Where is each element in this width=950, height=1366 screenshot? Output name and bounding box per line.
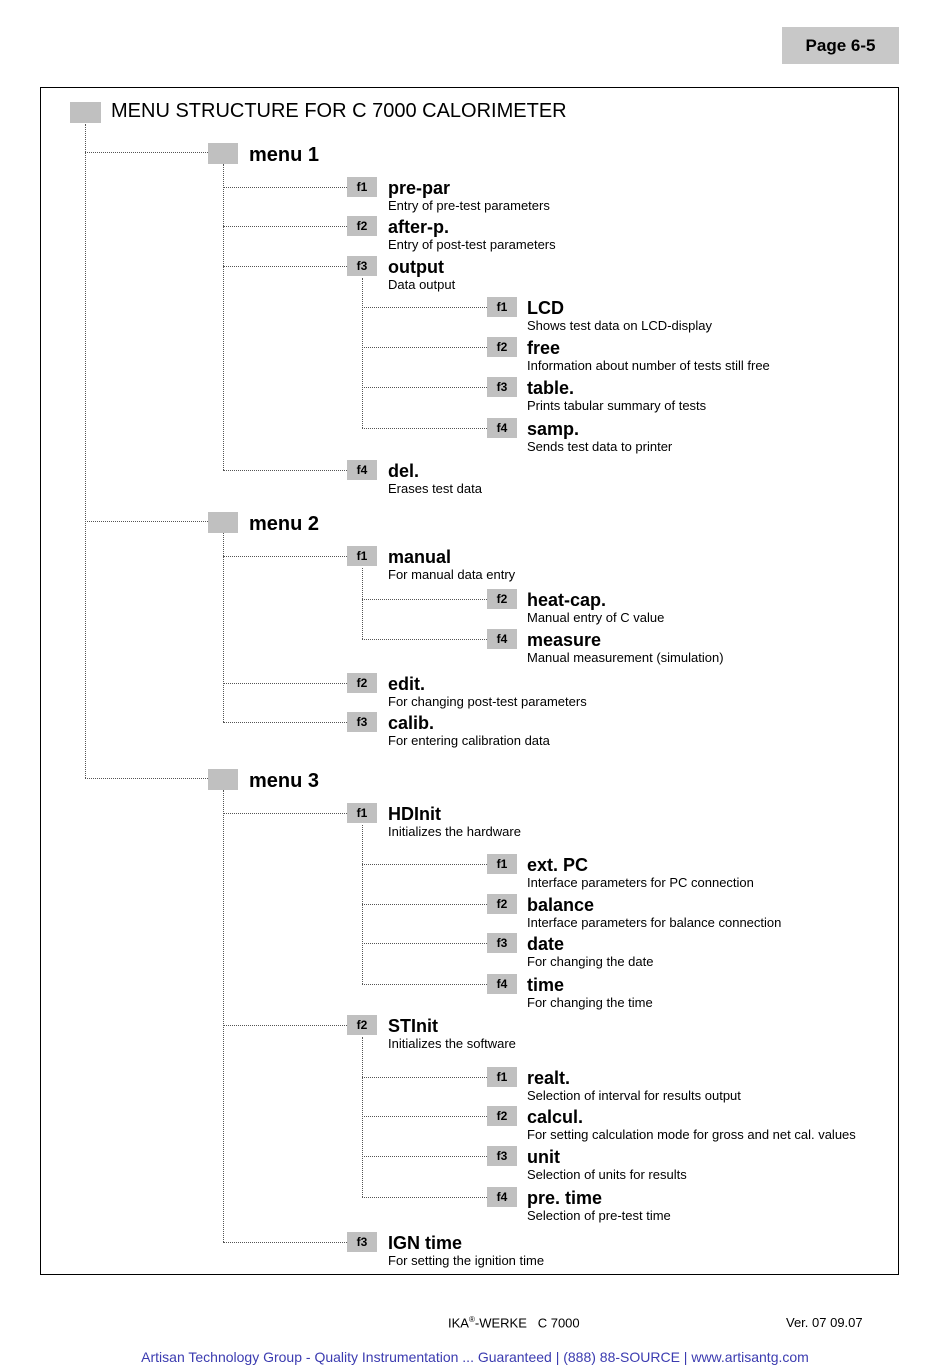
function-key[interactable]: f1 bbox=[487, 854, 517, 874]
submenu-item[interactable] bbox=[527, 1069, 741, 1102]
tree-connector-line bbox=[223, 470, 347, 471]
item-description: For setting the ignition time bbox=[388, 1253, 545, 1268]
menu-item[interactable] bbox=[388, 218, 556, 251]
function-key[interactable]: f2 bbox=[487, 337, 517, 357]
function-key[interactable]: f2 bbox=[487, 1106, 517, 1126]
submenu-item[interactable] bbox=[527, 1148, 687, 1181]
tree-connector-line bbox=[362, 278, 363, 428]
menu-item[interactable] bbox=[388, 675, 587, 708]
tree-connector-line bbox=[223, 683, 347, 684]
item-name: calib. bbox=[388, 713, 435, 733]
tree-connector-line bbox=[223, 164, 224, 470]
function-key[interactable]: f3 bbox=[347, 1232, 377, 1252]
tree-connector-line bbox=[223, 1242, 347, 1243]
page-number-tab: Page 6-5 bbox=[782, 27, 899, 64]
menu-item[interactable] bbox=[388, 462, 482, 495]
item-description: Sends test data to printer bbox=[527, 439, 673, 454]
item-name: realt. bbox=[527, 1068, 571, 1088]
tree-connector-line bbox=[362, 568, 363, 639]
function-key[interactable]: f3 bbox=[347, 256, 377, 276]
tree-connector-line bbox=[362, 1116, 487, 1117]
item-name: table. bbox=[527, 378, 575, 398]
item-name: heat-cap. bbox=[527, 590, 607, 610]
item-name: measure bbox=[527, 630, 602, 650]
item-name: samp. bbox=[527, 419, 580, 439]
menu-item[interactable] bbox=[388, 714, 550, 747]
function-key[interactable]: f2 bbox=[347, 673, 377, 693]
footer-link[interactable]: Artisan Technology Group - Quality Instrumentation ... Guaranteed | (888) 88-SOURCE | www.artisantg.com bbox=[141, 1349, 809, 1365]
tree-connector-line bbox=[85, 521, 208, 522]
tree-connector-line bbox=[362, 984, 487, 985]
item-description: For changing the time bbox=[527, 995, 653, 1010]
item-description: Entry of pre-test parameters bbox=[388, 198, 550, 213]
footer-version: Ver. 07 09.07 bbox=[786, 1315, 863, 1330]
item-description: Selection of pre-test time bbox=[527, 1208, 671, 1223]
tree-connector-line bbox=[362, 1197, 487, 1198]
item-name: pre. time bbox=[527, 1188, 603, 1208]
footer-brand: IKA®-WERKE C 7000 bbox=[448, 1315, 580, 1331]
tree-connector-line bbox=[223, 556, 347, 557]
item-description: For changing post-test parameters bbox=[388, 694, 587, 709]
menu-item[interactable] bbox=[388, 258, 455, 291]
tree-connector-line bbox=[362, 1077, 487, 1078]
item-description: Shows test data on LCD-display bbox=[527, 318, 712, 333]
item-description: For manual data entry bbox=[388, 567, 516, 582]
item-description: Information about number of tests still free bbox=[527, 358, 770, 373]
tree-connector-line bbox=[223, 533, 224, 722]
function-key[interactable]: f1 bbox=[347, 177, 377, 197]
tree-connector-line bbox=[223, 813, 347, 814]
function-key[interactable]: f3 bbox=[487, 1146, 517, 1166]
item-description: Manual entry of C value bbox=[527, 610, 665, 625]
item-description: For setting calculation mode for gross and net cal. values bbox=[527, 1127, 856, 1142]
menu-marker bbox=[208, 512, 238, 533]
item-name: edit. bbox=[388, 674, 426, 694]
item-description: Prints tabular summary of tests bbox=[527, 398, 707, 413]
menu-item[interactable] bbox=[388, 179, 550, 212]
item-description: Erases test data bbox=[388, 481, 482, 496]
tree-connector-line bbox=[362, 943, 487, 944]
function-key[interactable]: f2 bbox=[487, 894, 517, 914]
tree-connector-line bbox=[362, 864, 487, 865]
function-key[interactable]: f3 bbox=[347, 712, 377, 732]
item-description: Initializes the hardware bbox=[388, 824, 521, 839]
item-description: Interface parameters for balance connection bbox=[527, 915, 782, 930]
tree-connector-line bbox=[362, 428, 487, 429]
item-name: unit bbox=[527, 1147, 560, 1167]
item-description: Initializes the software bbox=[388, 1036, 516, 1051]
tree-connector-line bbox=[362, 599, 487, 600]
item-name: del. bbox=[388, 461, 420, 481]
submenu-item[interactable] bbox=[527, 1189, 671, 1222]
tree-connector-line bbox=[362, 387, 487, 388]
menu-label-2[interactable]: menu 2 bbox=[249, 513, 320, 535]
tree-connector-line bbox=[223, 187, 347, 188]
submenu-item[interactable] bbox=[527, 591, 664, 624]
function-key[interactable]: f2 bbox=[347, 1015, 377, 1035]
item-name: calcul. bbox=[527, 1107, 584, 1127]
tree-connector-line bbox=[223, 266, 347, 267]
item-name: ext. PC bbox=[527, 855, 589, 875]
submenu-item[interactable] bbox=[527, 935, 653, 968]
item-name: STInit bbox=[388, 1016, 438, 1036]
tree-connector-line bbox=[223, 790, 224, 1242]
item-description: Data output bbox=[388, 277, 456, 292]
tree-connector-line bbox=[362, 307, 487, 308]
item-description: For entering calibration data bbox=[388, 733, 550, 748]
item-name: balance bbox=[527, 895, 595, 915]
tree-connector-line bbox=[85, 778, 208, 779]
function-key[interactable]: f4 bbox=[347, 460, 377, 480]
item-description: Manual measurement (simulation) bbox=[527, 650, 724, 665]
submenu-item[interactable] bbox=[527, 379, 706, 412]
tree-connector-line bbox=[362, 1037, 363, 1197]
function-key[interactable]: f4 bbox=[487, 974, 517, 994]
function-key[interactable]: f1 bbox=[347, 803, 377, 823]
item-name: date bbox=[527, 934, 565, 954]
function-key[interactable]: f2 bbox=[487, 589, 517, 609]
tree-connector-line bbox=[362, 1156, 487, 1157]
function-key[interactable]: f2 bbox=[347, 216, 377, 236]
tree-connector-line bbox=[362, 347, 487, 348]
item-name: manual bbox=[388, 547, 452, 567]
menu-label-1[interactable]: menu 1 bbox=[249, 144, 320, 166]
tree-connector-line bbox=[85, 124, 86, 778]
submenu-item[interactable] bbox=[527, 856, 754, 889]
submenu-item[interactable] bbox=[527, 299, 712, 332]
submenu-item[interactable] bbox=[527, 420, 672, 453]
tree-connector-line bbox=[362, 639, 487, 640]
menu-marker bbox=[208, 769, 238, 790]
diagram-title: MENU STRUCTURE FOR C 7000 CALORIMETER bbox=[111, 100, 567, 122]
submenu-item[interactable] bbox=[527, 896, 781, 929]
item-description: Selection of interval for results output bbox=[527, 1088, 741, 1103]
item-name: time bbox=[527, 975, 565, 995]
tree-connector-line bbox=[223, 1025, 347, 1026]
submenu-item[interactable] bbox=[527, 1108, 856, 1141]
tree-connector-line bbox=[85, 152, 208, 153]
item-description: For changing the date bbox=[527, 954, 654, 969]
item-name: output bbox=[388, 257, 444, 277]
function-key[interactable]: f1 bbox=[487, 297, 517, 317]
function-key[interactable]: f3 bbox=[487, 933, 517, 953]
item-name: HDInit bbox=[388, 804, 441, 824]
tree-connector-line bbox=[223, 226, 347, 227]
menu-marker bbox=[208, 143, 238, 164]
function-key[interactable]: f4 bbox=[487, 1187, 517, 1207]
tree-connector-line bbox=[223, 722, 347, 723]
item-name: LCD bbox=[527, 298, 564, 318]
item-description: Interface parameters for PC connection bbox=[527, 875, 754, 890]
item-name: IGN time bbox=[388, 1233, 463, 1253]
menu-item[interactable] bbox=[388, 548, 515, 581]
item-name: after-p. bbox=[388, 217, 450, 237]
item-description: Selection of units for results bbox=[527, 1167, 687, 1182]
menu-item[interactable] bbox=[388, 805, 521, 838]
submenu-item[interactable] bbox=[527, 976, 653, 1009]
submenu-item[interactable] bbox=[527, 631, 724, 664]
menu-label-3[interactable]: menu 3 bbox=[249, 770, 320, 792]
function-key[interactable]: f3 bbox=[487, 377, 517, 397]
title-marker bbox=[70, 102, 101, 123]
submenu-item[interactable] bbox=[527, 339, 770, 372]
function-key[interactable]: f4 bbox=[487, 418, 517, 438]
item-description: Entry of post-test parameters bbox=[388, 237, 556, 252]
function-key[interactable]: f1 bbox=[347, 546, 377, 566]
function-key[interactable]: f1 bbox=[487, 1067, 517, 1087]
function-key[interactable]: f4 bbox=[487, 629, 517, 649]
menu-item[interactable] bbox=[388, 1017, 516, 1050]
menu-item[interactable] bbox=[388, 1234, 544, 1267]
tree-connector-line bbox=[362, 904, 487, 905]
item-name: free bbox=[527, 338, 561, 358]
item-name: pre-par bbox=[388, 178, 451, 198]
